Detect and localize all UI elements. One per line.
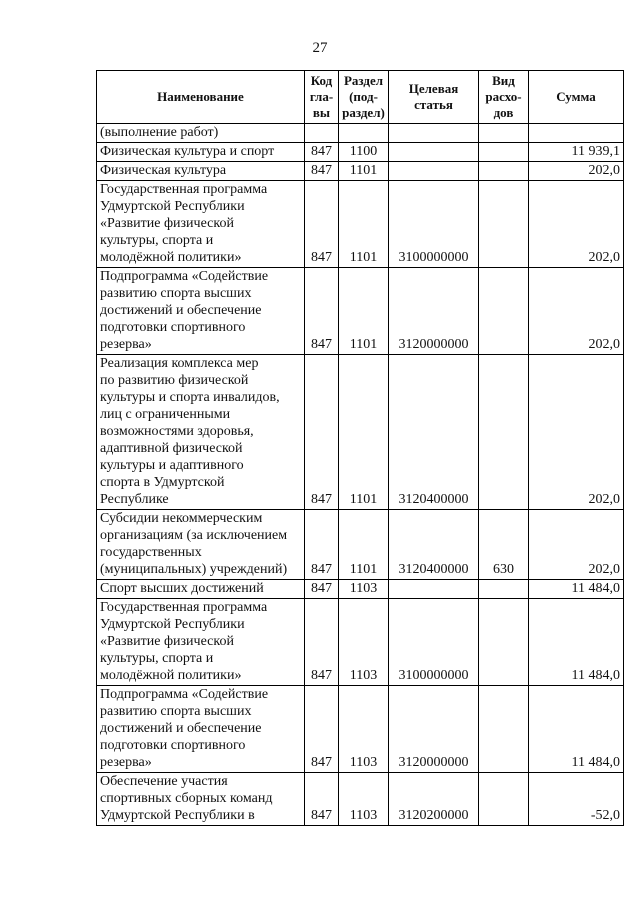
cell-code-text: 847 — [311, 808, 332, 823]
table-row — [97, 355, 624, 510]
cell-sum — [529, 355, 624, 510]
table-row — [97, 162, 624, 181]
cell-type — [479, 162, 529, 181]
cell-name-text: Подпрограмма «Содействие развитию спорта высших достижений и обеспечение подготовки спортивного резерва» — [100, 269, 269, 352]
cell-target — [389, 773, 479, 826]
cell-target — [389, 181, 479, 268]
table-row — [97, 580, 624, 599]
cell-code-text: 847 — [311, 668, 332, 683]
cell-name-text: Государственная программа Удмуртской Республики «Развитие физической культуры, спорта и молодёжной политики» — [100, 600, 268, 683]
cell-code-text: 847 — [311, 250, 332, 265]
cell-sum-text: 11 484,0 — [571, 668, 620, 683]
cell-code — [305, 143, 339, 162]
cell-name-text: Обеспечение участия спортивных сборных команд Удмуртской Республики в — [100, 774, 273, 823]
cell-name — [97, 124, 305, 143]
cell-code — [305, 686, 339, 773]
cell-type — [479, 124, 529, 143]
cell-type — [479, 510, 529, 580]
header-target: Целевая статья — [389, 71, 479, 124]
cell-target-text: 3120200000 — [398, 808, 469, 823]
cell-sum-text: 202,0 — [588, 163, 620, 178]
header-section: Раздел (под- раздел) — [339, 71, 389, 124]
cell-sum-text: 202,0 — [588, 562, 620, 577]
cell-name-text: Физическая культура и спорт — [100, 144, 275, 159]
cell-code — [305, 268, 339, 355]
cell-target — [389, 355, 479, 510]
cell-section-text: 1101 — [349, 163, 378, 178]
cell-target — [389, 268, 479, 355]
budget-table — [96, 70, 624, 826]
cell-code-text: 847 — [311, 581, 332, 596]
cell-name-text: Спорт высших достижений — [100, 581, 264, 596]
cell-target-text: 3120000000 — [398, 755, 469, 770]
cell-code-text: 847 — [311, 492, 332, 507]
cell-code-text: 847 — [311, 163, 332, 178]
cell-name — [97, 143, 305, 162]
cell-type — [479, 580, 529, 599]
cell-name — [97, 580, 305, 599]
cell-name — [97, 268, 305, 355]
cell-target — [389, 580, 479, 599]
cell-sum — [529, 510, 624, 580]
table-row — [97, 773, 624, 826]
cell-code — [305, 181, 339, 268]
cell-type — [479, 181, 529, 268]
table-row — [97, 124, 624, 143]
cell-sum — [529, 162, 624, 181]
cell-name — [97, 599, 305, 686]
cell-target-text: 3100000000 — [398, 250, 469, 265]
cell-sum — [529, 686, 624, 773]
cell-name — [97, 181, 305, 268]
cell-name-text: Реализация комплекса мер по развитию физической культуры и спорта инвалидов, лиц с ограниченными возможностями здоровья, адаптивной физической культуры и адаптивного спорта в Удмуртской Республике — [100, 356, 280, 507]
cell-section — [339, 510, 389, 580]
cell-sum-text: 11 484,0 — [571, 755, 620, 770]
header-code: Код гла- вы — [305, 71, 339, 124]
cell-target-text: 3120400000 — [398, 562, 469, 577]
cell-sum-text: 11 484,0 — [571, 581, 620, 596]
table-header-row — [97, 71, 624, 124]
cell-section — [339, 580, 389, 599]
cell-section — [339, 268, 389, 355]
header-name: Наименование — [97, 71, 305, 124]
cell-section — [339, 181, 389, 268]
cell-name — [97, 162, 305, 181]
cell-code — [305, 355, 339, 510]
cell-name-text: Физическая культура — [100, 163, 227, 178]
cell-section-text: 1103 — [349, 581, 378, 596]
cell-section-text: 1100 — [349, 144, 378, 159]
cell-target — [389, 143, 479, 162]
cell-sum — [529, 599, 624, 686]
cell-code — [305, 124, 339, 143]
table-row — [97, 510, 624, 580]
cell-section — [339, 124, 389, 143]
cell-name-text: Субсидии некоммерческим организациям (за исключением государственных (муниципальных) учреждений) — [100, 511, 288, 577]
cell-target-text: 3100000000 — [398, 668, 469, 683]
cell-type — [479, 143, 529, 162]
cell-target — [389, 162, 479, 181]
cell-sum-text: 202,0 — [588, 250, 620, 265]
cell-code — [305, 510, 339, 580]
cell-sum — [529, 773, 624, 826]
cell-target — [389, 510, 479, 580]
cell-code-text: 847 — [311, 144, 332, 159]
cell-target-text: 3120000000 — [398, 337, 469, 352]
cell-name — [97, 773, 305, 826]
cell-section-text: 1101 — [349, 337, 378, 352]
cell-type — [479, 599, 529, 686]
table-row — [97, 599, 624, 686]
page-number: 27 — [312, 40, 328, 56]
cell-target — [389, 686, 479, 773]
cell-section-text: 1101 — [349, 492, 378, 507]
cell-code-text: 847 — [311, 755, 332, 770]
cell-sum — [529, 268, 624, 355]
cell-section — [339, 162, 389, 181]
cell-code-text: 847 — [311, 337, 332, 352]
cell-code — [305, 599, 339, 686]
cell-sum-text: 202,0 — [588, 337, 620, 352]
cell-code-text: 847 — [311, 562, 332, 577]
cell-name-text: Государственная программа Удмуртской Республики «Развитие физической культуры, спорта и молодёжной политики» — [100, 182, 268, 265]
cell-name-text: (выполнение работ) — [100, 125, 219, 140]
cell-section — [339, 355, 389, 510]
cell-name-text: Подпрограмма «Содействие развитию спорта высших достижений и обеспечение подготовки спортивного резерва» — [100, 687, 269, 770]
cell-sum — [529, 181, 624, 268]
cell-type — [479, 686, 529, 773]
cell-sum-text: 11 939,1 — [571, 144, 620, 159]
cell-type — [479, 268, 529, 355]
cell-target-text: 3120400000 — [398, 492, 469, 507]
table-row — [97, 143, 624, 162]
cell-type — [479, 773, 529, 826]
cell-section-text: 1103 — [349, 668, 378, 683]
table-row — [97, 268, 624, 355]
table-row — [97, 686, 624, 773]
cell-name — [97, 355, 305, 510]
cell-section — [339, 773, 389, 826]
cell-code — [305, 580, 339, 599]
cell-target — [389, 124, 479, 143]
cell-section — [339, 599, 389, 686]
cell-section-text: 1101 — [349, 250, 378, 265]
table-row — [97, 181, 624, 268]
cell-sum — [529, 580, 624, 599]
header-sum: Сумма — [529, 71, 624, 124]
cell-type-text: 630 — [493, 562, 514, 577]
cell-sum — [529, 124, 624, 143]
cell-section — [339, 143, 389, 162]
cell-section-text: 1103 — [349, 808, 378, 823]
cell-target — [389, 599, 479, 686]
cell-type — [479, 355, 529, 510]
cell-name — [97, 510, 305, 580]
header-type: Вид расхо- дов — [479, 71, 529, 124]
cell-sum-text: -52,0 — [590, 808, 620, 823]
cell-section — [339, 686, 389, 773]
cell-sum-text: 202,0 — [588, 492, 620, 507]
cell-sum — [529, 143, 624, 162]
cell-section-text: 1103 — [349, 755, 378, 770]
cell-code — [305, 162, 339, 181]
cell-section-text: 1101 — [349, 562, 378, 577]
cell-code — [305, 773, 339, 826]
cell-name — [97, 686, 305, 773]
